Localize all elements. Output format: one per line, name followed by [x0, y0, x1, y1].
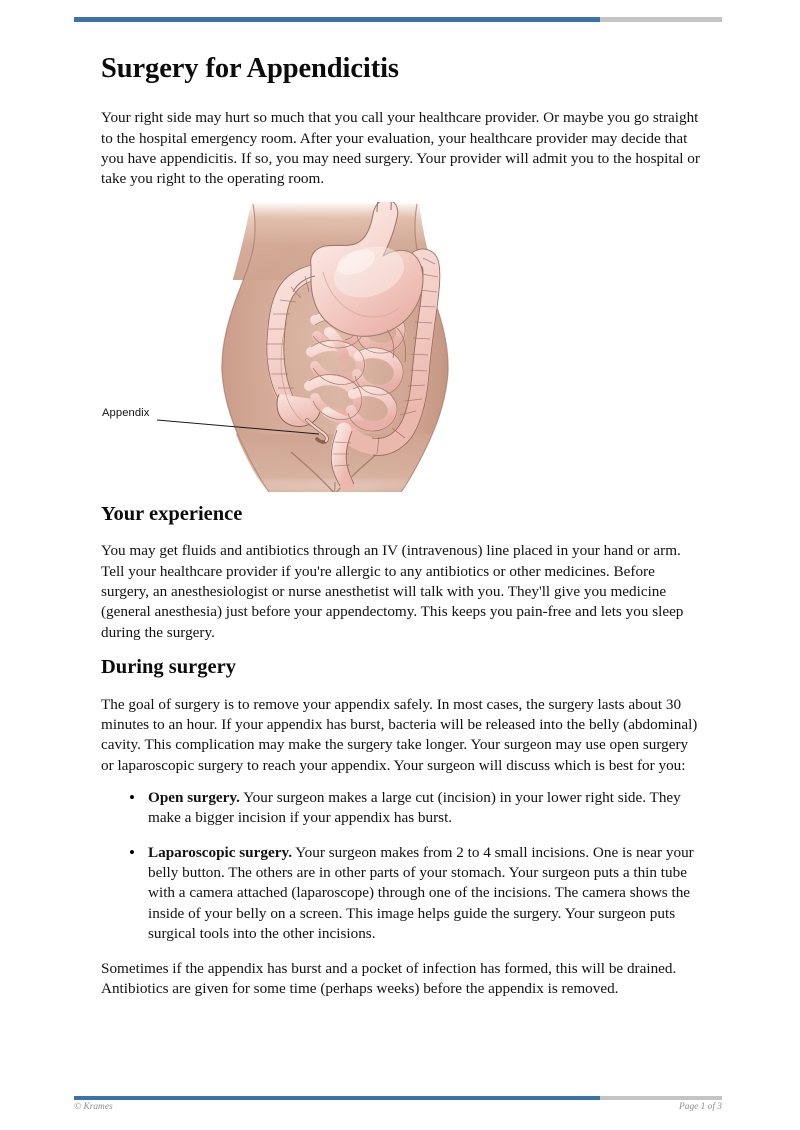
- appendix-label: Appendix: [102, 406, 150, 419]
- footer-rule: [74, 1096, 722, 1100]
- abdomen-anatomy-illustration: [101, 202, 701, 492]
- footer-copyright: © Krames: [74, 1102, 113, 1112]
- section-heading-your-experience: Your experience: [101, 502, 243, 525]
- document-content: [101, 52, 701, 1011]
- footer-rule-blue-segment: [74, 1096, 600, 1100]
- header-rule-gray-segment: [600, 17, 722, 22]
- footer-page-number: Page 1 of 3: [679, 1102, 722, 1112]
- section-heading-during-surgery: During surgery: [101, 656, 236, 679]
- header-rule: [74, 17, 722, 22]
- list-item-lead-in: Laparoscopic surgery.: [148, 843, 292, 861]
- list-item-text: Your surgeon makes from 2 to 4 small incisions. One is near your belly button. The others are in other parts of your stomach. Your surgeon puts a thin tube with a camera attached (laparoscope) through one of the incisions. The camera shows the inside of your belly on a screen. This image helps guide the surgery. Your surgeon puts surgical tools into the other incisions.: [148, 843, 694, 943]
- page-title: Surgery for Appendicitis: [101, 53, 399, 84]
- header-rule-blue-segment: [74, 17, 600, 22]
- anatomy-figure: [101, 202, 701, 492]
- intro-paragraph: Your right side may hurt so much that you call your healthcare provider. Or maybe you go straight to the hospital emergency room. After your evaluation, your healthcare provider may decide that you have appendicitis. If so, you may need surgery. Your provider will admit you to the hospital or take you right to the operating room.: [101, 109, 700, 188]
- during-surgery-closing-paragraph: Sometimes if the appendix has burst and a pocket of infection has formed, this will be drained. Antibiotics are given for some time (perhaps weeks) before the appendix is removed.: [101, 959, 677, 997]
- list-item: [148, 843, 701, 945]
- list-item: [148, 788, 701, 829]
- list-item-text: Your surgeon makes a large cut (incision) in your lower right side. They make a bigger incision if your appendix has burst.: [148, 789, 681, 827]
- footer-rule-gray-segment: [600, 1096, 722, 1100]
- list-item-lead-in: Open surgery.: [148, 789, 240, 807]
- surgery-type-list: [101, 788, 701, 945]
- during-surgery-paragraph: The goal of surgery is to remove your appendix safely. In most cases, the surgery lasts about 30 minutes to an hour. If your appendix has burst, bacteria will be released into the belly (abdominal) cavity. This complication may make the surgery take longer. Your surgeon may use open surgery or laparoscopic surgery to reach your appendix. Your surgeon will discuss which is best for you:: [101, 695, 698, 774]
- your-experience-paragraph: You may get fluids and antibiotics through an IV (intravenous) line placed in your hand or arm. Tell your healthcare provider if you're allergic to any antibiotics or other medicines. Before surgery, an anesthesiologist or nurse anesthetist will talk with you. They'll give you medicine (general anesthesia) just before your appendectomy. This keeps you pain-free and lets you sleep during the surgery.: [101, 542, 684, 641]
